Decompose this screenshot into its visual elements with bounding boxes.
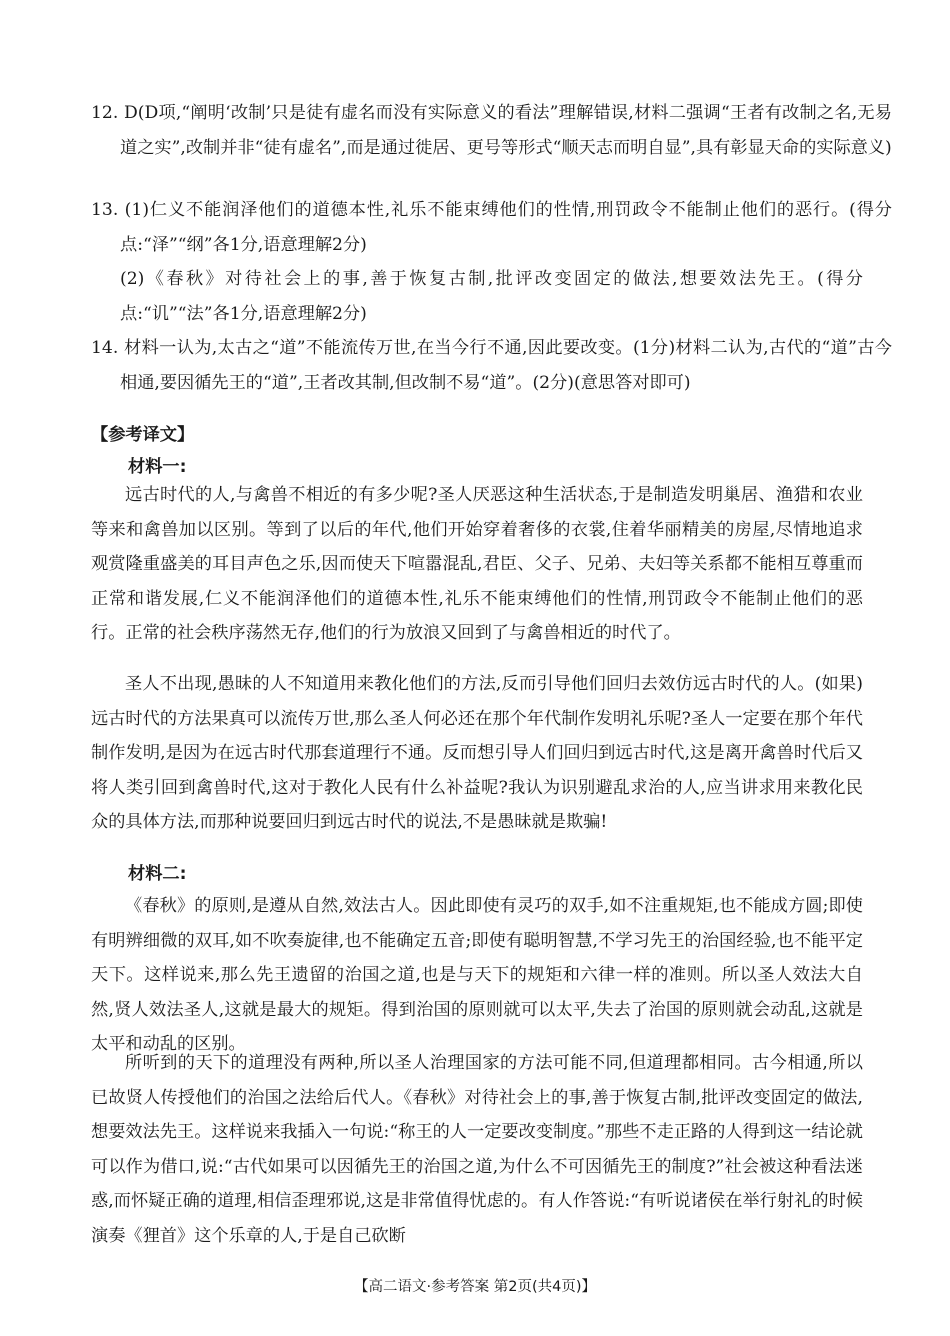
material1-paragraph-2: 圣人不出现,愚昧的人不知道用来教化他们的方法,反而引导他们回归去效仿远古时代的人。(如果)远古时代的方法果真可以流传万世,那么圣人何必还在那个年代制作发明礼乐呢?圣人一定要在那个年代制作发明,是因为在远古时代那套道理行不通。反而想引导人们回归到远古时代,这是离开禽兽时代后又将人类引回到禽兽时代,这对于教化人民有什么补益呢?我认为识别避乱求治的人,应当讲求用来教化民众的具体方法,而那种说要回归到远古时代的说法,不是愚昧就是欺骗! [91,674,863,832]
translation-heading: 【参考译文】 [91,425,195,445]
answer-q13-part1: 13. (1)仁义不能润泽他们的道德本性,礼乐不能束缚他们的性情,刑罚政令不能制止他们的恶行。(得分点:“泽”“纲”各1分,语意理解2分) [91,200,892,255]
answer-q14: 14. 材料一认为,太古之“道”不能流传万世,在当今行不通,因此要改变。(1分)材料二认为,古代的“道”古今相通,要因循先王的“道”,王者改其制,但改制不易“道”。(2分)(意思答对即可) [91,338,892,393]
material1-paragraph-1: 远古时代的人,与禽兽不相近的有多少呢?圣人厌恶这种生活状态,于是制造发明巢居、渔猎和农业等来和禽兽加以区别。等到了以后的年代,他们开始穿着奢侈的衣裳,住着华丽精美的房屋,尽情地追求观赏隆重盛美的耳目声色之乐,因而使天下喧嚣混乱,君臣、父子、兄弟、夫妇等关系都不能相互尊重而正常和谐发展,仁义不能润泽他们的道德本性,礼乐不能束缚他们的性情,刑罚政令不能制止他们的恶行。正常的社会秩序荡然无存,他们的行为放浪又回到了与禽兽相近的时代了。 [91,485,863,643]
material1-title: 材料一: [128,457,187,477]
answer-q13-part2: (2)《春秋》对待社会上的事,善于恢复古制,批评改变固定的做法,想要效法先王。(得分点:“讥”“法”各1分,语意理解2分) [120,269,863,324]
material2-paragraph-1: 《春秋》的原则,是遵从自然,效法古人。因此即使有灵巧的双手,如不注重规矩,也不能成方圆;即使有明辨细微的双耳,如不吹奏旋律,也不能确定五音;即使有聪明智慧,不学习先王的治国经验,也不能平定天下。这样说来,那么先王遗留的治国之道,也是与天下的规矩和六律一样的准则。所以圣人效法大自然,贤人效法圣人,这就是最大的规矩。得到治国的原则就可以太平,失去了治国的原则就会动乱,这就是太平和动乱的区别。 [91,896,863,1054]
page-footer: 【高二语文·参考答案 第2页(共4页)】 [354,1279,596,1295]
material2-title: 材料二: [128,864,187,884]
material2-paragraph-2: 所听到的天下的道理没有两种,所以圣人治理国家的方法可能不同,但道理都相同。古今相通,所以已故贤人传授他们的治国之法给后代人。《春秋》对待社会上的事,善于恢复古制,批评改变固定的做法,想要效法先王。这样说来我插入一句说:“称王的人一定要改变制度。”那些不走正路的人得到这一结论就可以作为借口,说:“古代如果可以因循先王的治国之道,为什么不可因循先王的制度?”社会被这种看法迷惑,而怀疑正确的道理,相信歪理邪说,这是非常值得忧虑的。有人作答说:“有听说诸侯在举行射礼的时候演奏《狸首》这个乐章的人,于是自己砍断 [91,1053,863,1246]
answer-q12: 12. D(D项,“阐明‘改制’只是徒有虚名而没有实际意义的看法”理解错误,材料二强调“王者有改制之名,无易道之实”,改制并非“徒有虚名”,而是通过徙居、更号等形式“顺天志而明自显”,具有彰显天命的实际意义) [91,103,892,158]
